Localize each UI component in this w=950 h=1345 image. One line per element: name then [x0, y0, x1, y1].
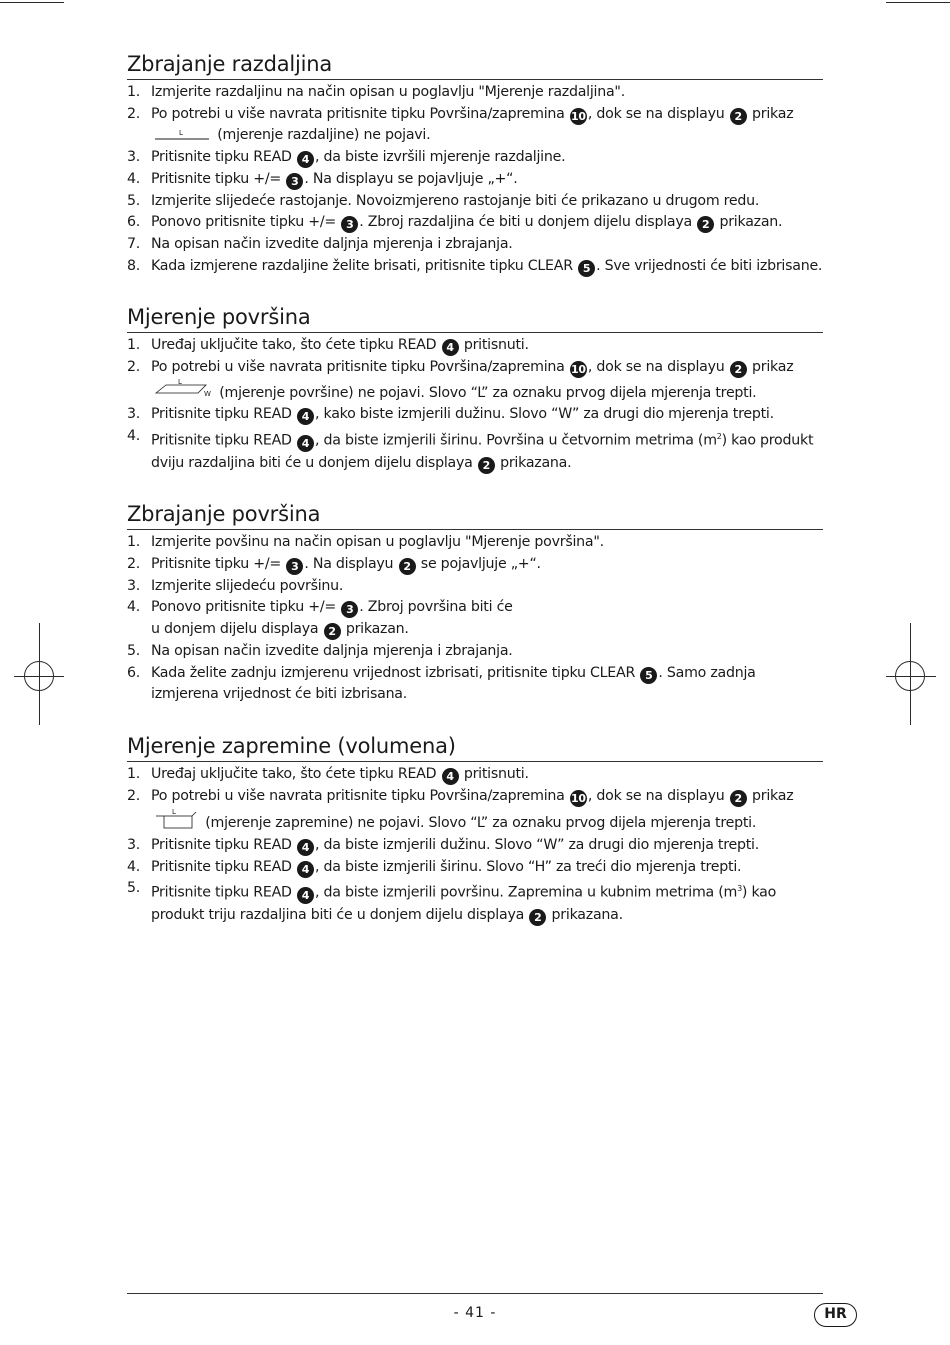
step-text: Po potrebi u više navrata pritisnite tipku Površina/zapremina: [151, 787, 569, 804]
step-text: , dok se na displayu: [587, 787, 729, 804]
reference-number-badge: 2: [529, 909, 546, 926]
step-number: 1.: [127, 337, 141, 354]
reference-number-badge: 4: [442, 768, 459, 785]
svg-text:L: L: [179, 129, 183, 138]
section: [127, 732, 823, 927]
reference-number-badge: 2: [399, 558, 416, 575]
step-item: [127, 576, 823, 598]
step-item: [127, 357, 823, 404]
reference-number-badge: 3: [286, 558, 303, 575]
step-text: Na opisan način izvedite daljnja mjerenja i zbrajanja.: [151, 235, 513, 252]
step-item: [127, 104, 823, 147]
svg-text:W: W: [204, 389, 211, 398]
step-text: prikaz: [747, 787, 794, 804]
svg-text:L: L: [172, 808, 176, 817]
volume-display-icon: [154, 807, 198, 829]
step-text: Pritisnite tipku +/=: [151, 170, 286, 187]
step-item: [127, 597, 823, 640]
reference-number-badge: 2: [324, 623, 341, 640]
step-text: Izmjerite razdaljinu na način opisan u poglavlju "Mjerenje razdaljina".: [151, 84, 625, 100]
step-text: Pritisnite tipku READ: [151, 885, 296, 902]
step-text: Ponovo pritisnite tipku +/=: [151, 214, 341, 231]
step-number: 5.: [127, 192, 141, 209]
footer-divider: [127, 1293, 823, 1294]
step-item: [127, 147, 823, 169]
reference-number-badge: 4: [297, 887, 314, 904]
step-text: Uređaj uključite tako, što ćete tipku READ: [151, 765, 441, 782]
registration-mark-right-circle: [895, 661, 925, 691]
step-number: 2.: [127, 359, 141, 376]
step-text: prikaz: [747, 359, 794, 376]
step-text: . Zbroj razdaljina će biti u donjem dijelu displaya: [359, 214, 697, 231]
step-text: pritisnuti.: [459, 337, 529, 354]
step-text: , da biste izmjerili dužinu. Slovo “W” za drugi dio mjerenja trepti.: [314, 837, 760, 854]
step-number: 7.: [127, 235, 141, 252]
step-text: Pritisnite tipku READ: [151, 858, 296, 875]
section-heading: Mjerenje zapremine (volumena): [127, 732, 823, 762]
step-list: [127, 82, 823, 277]
step-number: 4.: [127, 599, 141, 616]
step-item: [127, 786, 823, 835]
step-item: [127, 426, 823, 474]
step-item: [127, 191, 823, 213]
step-number: 8.: [127, 257, 141, 274]
length-display-icon: [154, 127, 210, 141]
reference-number-badge: 4: [297, 861, 314, 878]
step-text: prikazana.: [547, 906, 623, 923]
step-item: [127, 554, 823, 576]
step-text: (mjerenje razdaljine) ne pojavi.: [213, 127, 431, 144]
step-text: Izmjerite povšinu na način opisan u poglavlju "Mjerenje površina".: [151, 534, 604, 551]
manual-page-content: [127, 50, 823, 953]
step-text: , da biste izmjerili širinu. Površina u četvornim metrima (m: [314, 432, 717, 449]
step-text: (mjerenje površine) ne pojavi. Slovo “L” za oznaku prvog dijela mjerenja trepti.: [215, 384, 757, 401]
step-number: 4.: [127, 858, 141, 875]
step-text: . Zbroj površina biti će: [359, 599, 513, 616]
registration-mark-left-circle: [24, 661, 54, 691]
step-item: [127, 169, 823, 191]
superscript: 3: [737, 884, 742, 894]
reference-number-badge: 2: [730, 790, 747, 807]
language-badge: HR: [814, 1303, 857, 1327]
step-text: ) kao produkt dviju razdaljina biti će u donjem dijelu displaya: [151, 432, 814, 471]
step-text: Pritisnite tipku READ: [151, 406, 296, 423]
step-text: Po potrebi u više navrata pritisnite tipku Površina/zapremina: [151, 359, 569, 376]
step-text: u donjem dijelu displaya: [151, 621, 323, 638]
step-text: , da biste izmjerili širinu. Slovo “H” za treći dio mjerenja trepti.: [314, 858, 742, 875]
reference-number-badge: 5: [640, 667, 657, 684]
step-number: 3.: [127, 406, 141, 423]
step-number: 1.: [127, 765, 141, 782]
section: [127, 50, 823, 277]
crop-mark-top-right: [886, 2, 950, 3]
section: [127, 500, 823, 706]
step-text: pritisnuti.: [459, 765, 529, 782]
step-list: [127, 335, 823, 474]
step-number: 1.: [127, 84, 141, 100]
step-text: prikaz: [747, 105, 794, 122]
reference-number-badge: 2: [730, 361, 747, 378]
step-number: 6.: [127, 214, 141, 231]
reference-number-badge: 2: [730, 108, 747, 125]
step-text: Ponovo pritisnite tipku +/=: [151, 599, 341, 616]
step-number: 4.: [127, 428, 141, 445]
reference-number-badge: 4: [297, 839, 314, 856]
step-number: 2.: [127, 555, 141, 572]
reference-number-badge: 10: [570, 363, 586, 377]
step-list: [127, 532, 823, 706]
step-text: , dok se na displayu: [587, 105, 729, 122]
svg-text:L: L: [178, 378, 182, 386]
step-item: [127, 663, 823, 706]
step-text: Na opisan način izvedite daljnja mjerenja i zbrajanja.: [151, 642, 513, 659]
reference-number-badge: 3: [341, 601, 358, 618]
step-item: [127, 878, 823, 926]
step-text: Kada izmjerene razdaljine želite brisati, pritisnite tipku CLEAR: [151, 257, 578, 274]
section-heading: Mjerenje površina: [127, 303, 823, 333]
step-item: [127, 404, 823, 426]
step-text: Pritisnite tipku READ: [151, 432, 296, 449]
step-number: 1.: [127, 534, 141, 551]
step-number: 6.: [127, 664, 141, 681]
reference-number-badge: 5: [578, 260, 595, 277]
reference-number-badge: 4: [297, 435, 314, 452]
reference-number-badge: 2: [697, 216, 714, 233]
step-text: Pritisnite tipku READ: [151, 149, 296, 166]
step-text: . Na displayu: [304, 555, 398, 572]
reference-number-badge: 2: [478, 457, 495, 474]
step-text: Pritisnite tipku +/=: [151, 555, 286, 572]
step-number: 5.: [127, 642, 141, 659]
step-item: [127, 256, 823, 278]
step-item: [127, 532, 823, 554]
step-text: Izmjerite slijedeće rastojanje. Novoizmjereno rastojanje biti će prikazano u drugom redu.: [151, 192, 760, 209]
reference-number-badge: 3: [286, 173, 303, 190]
step-item: [127, 857, 823, 879]
superscript: 2: [716, 432, 722, 442]
step-text: , da biste izmjerili površinu. Zapremina u kubnim metrima (m: [314, 885, 738, 902]
step-text: Uređaj uključite tako, što ćete tipku READ: [151, 337, 441, 354]
step-text: prikazana.: [495, 454, 572, 471]
section-heading: Zbrajanje razdaljina: [127, 50, 823, 80]
step-text: se pojavljuje „+“.: [416, 555, 541, 572]
step-text: . Samo zadnja izmjerena vrijednost će biti izbrisana.: [151, 664, 756, 703]
step-item: [127, 234, 823, 256]
step-item: [127, 641, 823, 663]
step-number: 3.: [127, 149, 141, 166]
step-text: Kada želite zadnju izmjerenu vrijednost izbrisati, pritisnite tipku CLEAR: [151, 664, 640, 681]
reference-number-badge: 4: [442, 339, 459, 356]
step-item: [127, 82, 823, 104]
step-text: . Sve vrijednosti će biti izbrisane.: [596, 257, 823, 274]
step-number: 2.: [127, 787, 141, 804]
step-number: 3.: [127, 577, 141, 594]
step-text: , dok se na displayu: [587, 359, 729, 376]
step-text: . Na displayu se pojavljuje „+“.: [304, 170, 518, 187]
crop-mark-top-left: [0, 2, 64, 3]
step-text: Pritisnite tipku READ: [151, 837, 296, 854]
step-text: Po potrebi u više navrata pritisnite tipku Površina/zapremina: [151, 105, 569, 122]
reference-number-badge: 4: [297, 151, 314, 168]
step-number: 4.: [127, 170, 141, 187]
reference-number-badge: 10: [570, 109, 586, 123]
page-number: - 41 -: [453, 1305, 497, 1321]
step-item: [127, 835, 823, 857]
reference-number-badge: 3: [341, 216, 358, 233]
step-item: [127, 335, 823, 357]
section-heading: Zbrajanje površina: [127, 500, 823, 530]
step-text: , kako biste izmjerili dužinu. Slovo “W” za drugi dio mjerenja trepti.: [314, 406, 774, 423]
step-text: prikazan.: [715, 214, 783, 231]
step-text: , da biste izvršili mjerenje razdaljine.: [314, 149, 566, 166]
step-text: Izmjerite slijedeću površinu.: [151, 577, 344, 594]
step-number: 2.: [127, 105, 141, 122]
step-text: ) kao produkt triju razdaljina biti će u donjem dijelu displaya: [151, 885, 777, 923]
step-number: 5.: [127, 880, 141, 897]
step-item: [127, 764, 823, 786]
step-number: 3.: [127, 837, 141, 854]
section: [127, 303, 823, 474]
reference-number-badge: 4: [297, 408, 314, 425]
step-text: prikazan.: [341, 621, 409, 638]
reference-number-badge: 10: [570, 791, 586, 805]
area-display-icon: [154, 379, 212, 399]
step-text: (mjerenje zapremine) ne pojavi. Slovo “L” za oznaku prvog dijela mjerenja trepti.: [201, 815, 757, 832]
step-item: [127, 212, 823, 234]
step-list: [127, 764, 823, 927]
